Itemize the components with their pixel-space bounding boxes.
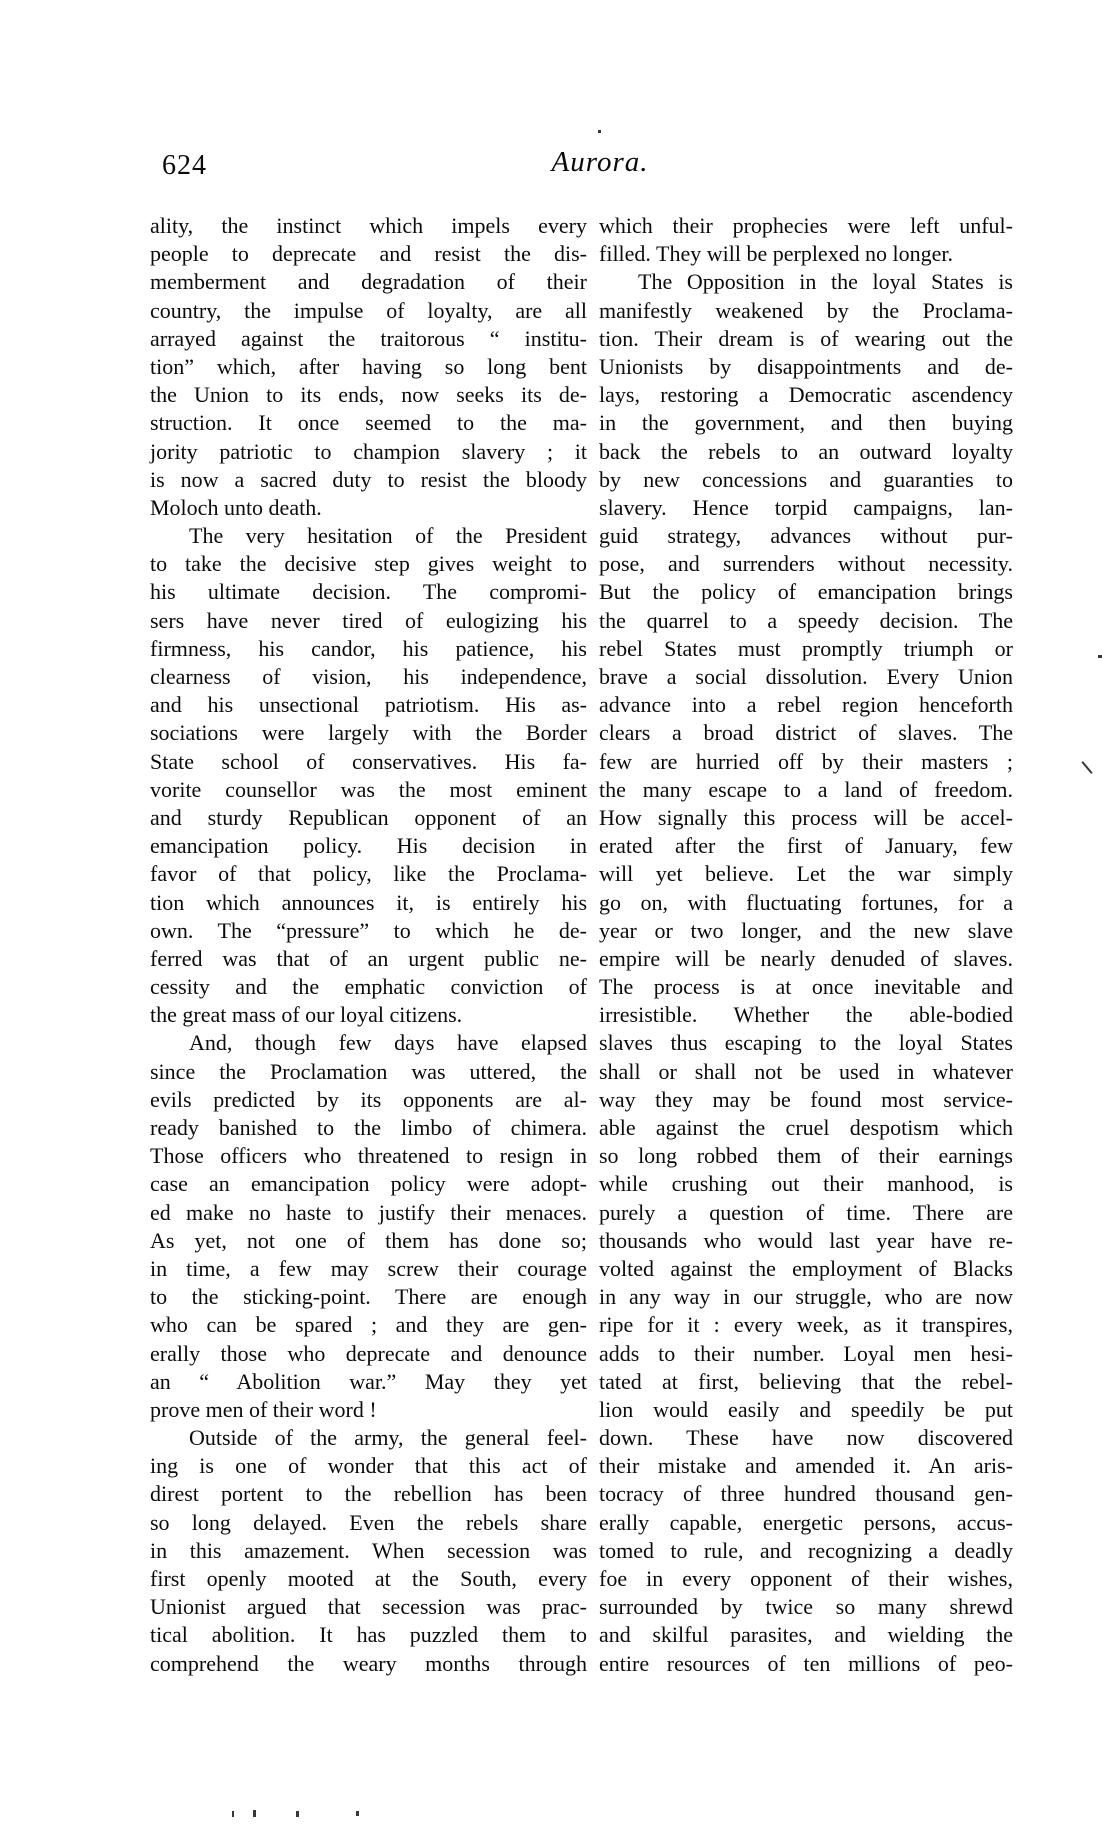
text-line: ferred was that of an urgent public ne- (150, 945, 587, 971)
text-line: ready banished to the limbo of chimera. (150, 1115, 587, 1140)
text-line: tion” which, after having so long bent (150, 353, 587, 379)
text-line: his ultimate decision. The compromi- (150, 579, 587, 605)
text-line: foe in every opponent of their wishes, (599, 1566, 1013, 1591)
text-column-right (599, 212, 1013, 1678)
scan-artifact (296, 1811, 299, 1817)
text-line: empire will be nearly denuded of slaves. (599, 945, 1013, 971)
text-line: Moloch unto death. (150, 494, 322, 520)
text-line: in this amazement. When secession was (150, 1537, 587, 1563)
text-line: volted against the employment of Blacks (599, 1255, 1013, 1281)
text-line: purely a question of time. There are (599, 1199, 1013, 1225)
text-line: and skilful parasites, and wielding the (599, 1622, 1013, 1648)
text-line: the Union to its ends, now seeks its de- (150, 382, 587, 408)
scan-artifact (1098, 655, 1102, 658)
text-line: guid strategy, advances without pur- (599, 523, 1013, 549)
text-line: since the Proclamation was uttered, the (150, 1058, 587, 1084)
text-line: few are hurried off by their masters ; (599, 748, 1013, 774)
text-line: Unionists by disappointments and de- (599, 353, 1013, 379)
text-line: in any way in our struggle, who are now (599, 1284, 1013, 1310)
text-line: slavery. Hence torpid campaigns, lan- (599, 494, 1013, 520)
text-line: is now a sacred duty to resist the bloody (150, 466, 587, 492)
text-line: firmness, his candor, his patience, his (150, 635, 587, 661)
text-line: tomed to rule, and recognizing a deadly (599, 1537, 1013, 1563)
text-line: and his unsectional patriotism. His as- (150, 692, 587, 718)
text-line: State school of conservatives. His fa- (150, 748, 587, 774)
text-line: so long robbed them of their earnings (599, 1143, 1013, 1169)
text-line: advance into a rebel region henceforth (599, 692, 1013, 718)
text-line: surrounded by twice so many shrewd (599, 1594, 1013, 1620)
text-line: ality, the instinct which impels every (150, 213, 587, 238)
text-line: their mistake and amended it. An aris- (599, 1453, 1013, 1479)
text-line: and sturdy Republican opponent of an (150, 804, 587, 830)
scan-artifact (356, 1811, 359, 1816)
text-line: prove men of their word ! (150, 1396, 377, 1422)
text-line: filled. They will be perplexed no longer. (599, 241, 953, 267)
text-line: to the sticking-point. There are enough (150, 1284, 587, 1310)
text-line: tion which announces it, is entirely his (150, 889, 587, 915)
text-line: the quarrel to a speedy decision. The (599, 607, 1013, 633)
text-line: Those officers who threatened to resign in (150, 1143, 587, 1169)
text-line: tical abolition. It has puzzled them to (150, 1622, 587, 1648)
scan-artifact (253, 1810, 256, 1817)
text-line: erally capable, energetic persons, accus- (599, 1509, 1013, 1535)
text-line: lion would easily and speedily be put (599, 1396, 1013, 1422)
text-line: while crushing out their manhood, is (599, 1171, 1013, 1197)
text-line: arrayed against the traitorous “ institu- (150, 325, 587, 351)
text-line: tion. Their dream is of wearing out the (599, 325, 1013, 351)
text-line: tated at first, believing that the rebel- (599, 1368, 1013, 1394)
text-line: struction. It once seemed to the ma- (150, 410, 587, 436)
text-line: case an emancipation policy were adopt- (150, 1171, 587, 1197)
text-line: ed make no haste to justify their menaces. (150, 1199, 587, 1225)
text-line: sociations were largely with the Border (150, 720, 587, 746)
text-line: How signally this process will be accel- (599, 804, 1013, 830)
text-line: direst portent to the rebellion has been (150, 1481, 587, 1507)
scan-artifact (598, 130, 601, 133)
text-line: manifestly weakened by the Proclama- (599, 297, 1013, 323)
text-line: tocracy of three hundred thousand gen- (599, 1481, 1013, 1507)
text-line: to take the decisive step gives weight to (150, 551, 587, 577)
text-line: so long delayed. Even the rebels share (150, 1509, 587, 1535)
text-line: clears a broad district of slaves. The (599, 720, 1013, 746)
text-line: The process is at once inevitable and (599, 974, 1013, 1000)
text-line: by new concessions and guaranties to (599, 466, 1013, 492)
text-line: erated after the first of January, few (599, 833, 1013, 859)
text-line: emancipation policy. His decision in (150, 833, 587, 859)
text-line: the great mass of our loyal citizens. (150, 1002, 463, 1028)
text-line: slaves thus escaping to the loyal States (599, 1030, 1013, 1056)
text-line: country, the impulse of loyalty, are all (150, 297, 587, 323)
text-line: people to deprecate and resist the dis- (150, 241, 587, 267)
text-line: adds to their number. Loyal men hesi- (599, 1340, 1013, 1366)
text-line: back the rebels to an outward loyalty (599, 438, 1013, 464)
text-line: erally those who deprecate and denounce (150, 1340, 587, 1366)
text-line: And, though few days have elapsed (189, 1030, 587, 1056)
text-line: rebel States must promptly triumph or (599, 635, 1013, 661)
text-line: who can be spared ; and they are gen- (150, 1312, 587, 1338)
text-line: thousands who would last year have re- (599, 1227, 1013, 1253)
text-line: favor of that policy, like the Proclama- (150, 861, 587, 887)
text-line: comprehend the weary months through (150, 1650, 587, 1676)
text-line: in the government, and then buying (599, 410, 1013, 436)
text-line: ing is one of wonder that this act of (150, 1453, 587, 1479)
text-line: clearness of vision, his independence, (150, 664, 587, 689)
text-line: But the policy of emancipation brings (599, 579, 1013, 605)
text-line: vorite counsellor was the most eminent (150, 776, 587, 802)
scan-artifact (232, 1811, 234, 1817)
text-line: own. The “pressure” to which he de- (150, 917, 587, 943)
text-line: ripe for it : every week, as it transpires, (599, 1312, 1013, 1338)
text-line: which their prophecies were left unful- (599, 213, 1013, 238)
text-line: cessity and the emphatic conviction of (150, 974, 587, 1000)
text-line: will yet believe. Let the war simply (599, 861, 1013, 887)
text-line: way they may be found most service- (599, 1086, 1013, 1112)
text-line: brave a social dissolution. Every Union (599, 664, 1013, 689)
text-line: jority patriotic to champion slavery ; it (150, 438, 587, 464)
text-line: Outside of the army, the general feel- (189, 1425, 587, 1451)
text-line: The Opposition in the loyal States is (638, 269, 1013, 295)
text-line: go on, with fluctuating fortunes, for a (599, 889, 1013, 915)
text-column-left (150, 212, 587, 1678)
text-line: an “ Abolition war.” May they yet (150, 1368, 587, 1394)
text-line: pose, and surrenders without necessity. (599, 551, 1013, 577)
text-line: Unionist argued that secession was prac- (150, 1594, 587, 1620)
page-number: 624 (162, 150, 207, 181)
text-line: lays, restoring a Democratic ascendency (599, 382, 1013, 408)
text-line: the many escape to a land of freedom. (599, 776, 1013, 802)
text-line: year or two longer, and the new slave (599, 917, 1013, 943)
text-line: As yet, not one of them has done so; (150, 1227, 587, 1253)
text-line: down. These have now discovered (599, 1425, 1013, 1451)
text-line: entire resources of ten millions of peo- (599, 1650, 1013, 1676)
running-title: Aurora. (551, 146, 649, 178)
scan-artifact (1081, 761, 1092, 774)
text-line: in time, a few may screw their courage (150, 1255, 587, 1281)
text-line: able against the cruel despotism which (599, 1115, 1013, 1140)
text-line: shall or shall not be used in whatever (599, 1058, 1013, 1084)
text-line: evils predicted by its opponents are al- (150, 1086, 587, 1112)
text-line: memberment and degradation of their (150, 269, 587, 295)
text-line: irresistible. Whether the able-bodied (599, 1002, 1013, 1028)
text-line: sers have never tired of eulogizing his (150, 607, 587, 633)
text-line: The very hesitation of the President (189, 523, 587, 549)
text-line: first openly mooted at the South, every (150, 1566, 587, 1591)
